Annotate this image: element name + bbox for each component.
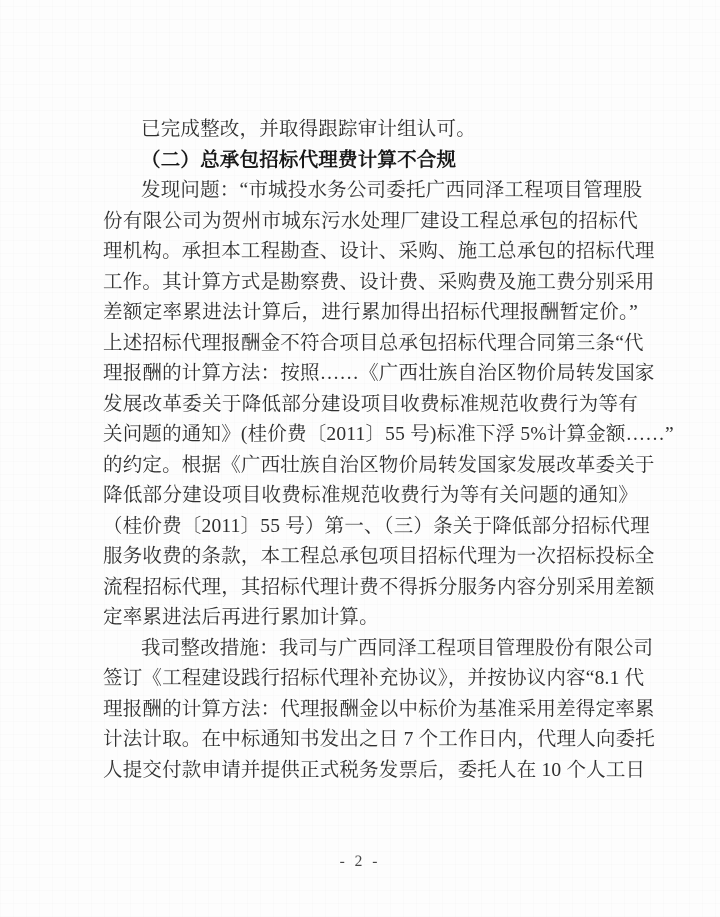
body-text-line: 流程招标代理，其招标代理计费不得拆分服务内容分别采用差额 <box>103 576 655 598</box>
body-text-line: 服务收费的条款，本工程总承包项目招标代理为一次招标投标全 <box>103 546 655 567</box>
page-number: - 2 - <box>339 853 381 870</box>
body-text-line: 已完成整改，并取得跟踪审计组认可。 <box>141 119 476 140</box>
body-text-line: 发现问题：“市城投水务公司委托广西同泽工程项目管理股 <box>141 180 643 201</box>
body-text-line: 发展改革委关于降低部分建设项目收费标准规范收费行为等有 <box>103 393 638 415</box>
body-text-line: 理机构。承担本工程勘查、设计、采购、施工总承包的招标代理 <box>103 241 655 262</box>
body-text-line: 工作。其计算方式是勘察费、设计费、采购费及施工费分别采用 <box>103 271 655 293</box>
body-text-line: 理报酬的计算方法：代理报酬金以中标价为基准采用差得定率累 <box>103 698 655 720</box>
body-text-line: 定率累进法后再进行累加计算。 <box>103 607 379 628</box>
body-text-line: 计法计取。在中标通知书发出之日 7 个工作日内，代理人向委托 <box>103 729 656 750</box>
body-text-line: 我司整改措施：我司与广西同泽工程项目管理股份有限公司 <box>141 637 654 659</box>
body-text-line: 差额定率累进法计算后，进行累加得出招标代理报酬暂定价。” <box>103 302 638 323</box>
body-text-line: 上述招标代理报酬金不符合项目总承包招标代理合同第三条“代 <box>103 332 644 354</box>
body-text-line: 降低部分建设项目收费标准规范收费行为等有关问题的通知》 <box>103 485 638 506</box>
body-text-line: 的约定。根据《广西壮族自治区物价局转发国家发展改革委关于 <box>103 454 655 476</box>
body-text-line: 人提交付款申请并提供正式税务发票后，委托人在 10 个人工日 <box>103 759 646 781</box>
body-text-line: 关问题的通知》(桂价费〔2011〕55 号)标准下浮 5%计算金额……” <box>103 424 674 445</box>
body-text-line: （桂价费〔2011〕55 号）第一、（三）条关于降低部分招标代理 <box>103 515 650 537</box>
section-heading: （二）总承包招标代理费计算不合规 <box>141 149 457 171</box>
body-text-line: 签订《工程建设践行招标代理补充协议》，并按协议内容“8.1 代 <box>103 668 645 689</box>
document-body <box>103 115 674 786</box>
body-text-line: 理报酬的计算方法：按照……《广西壮族自治区物价局转发国家 <box>103 363 655 384</box>
body-text-line: 份有限公司为贺州市城东污水处理厂建设工程总承包的招标代 <box>103 210 638 232</box>
